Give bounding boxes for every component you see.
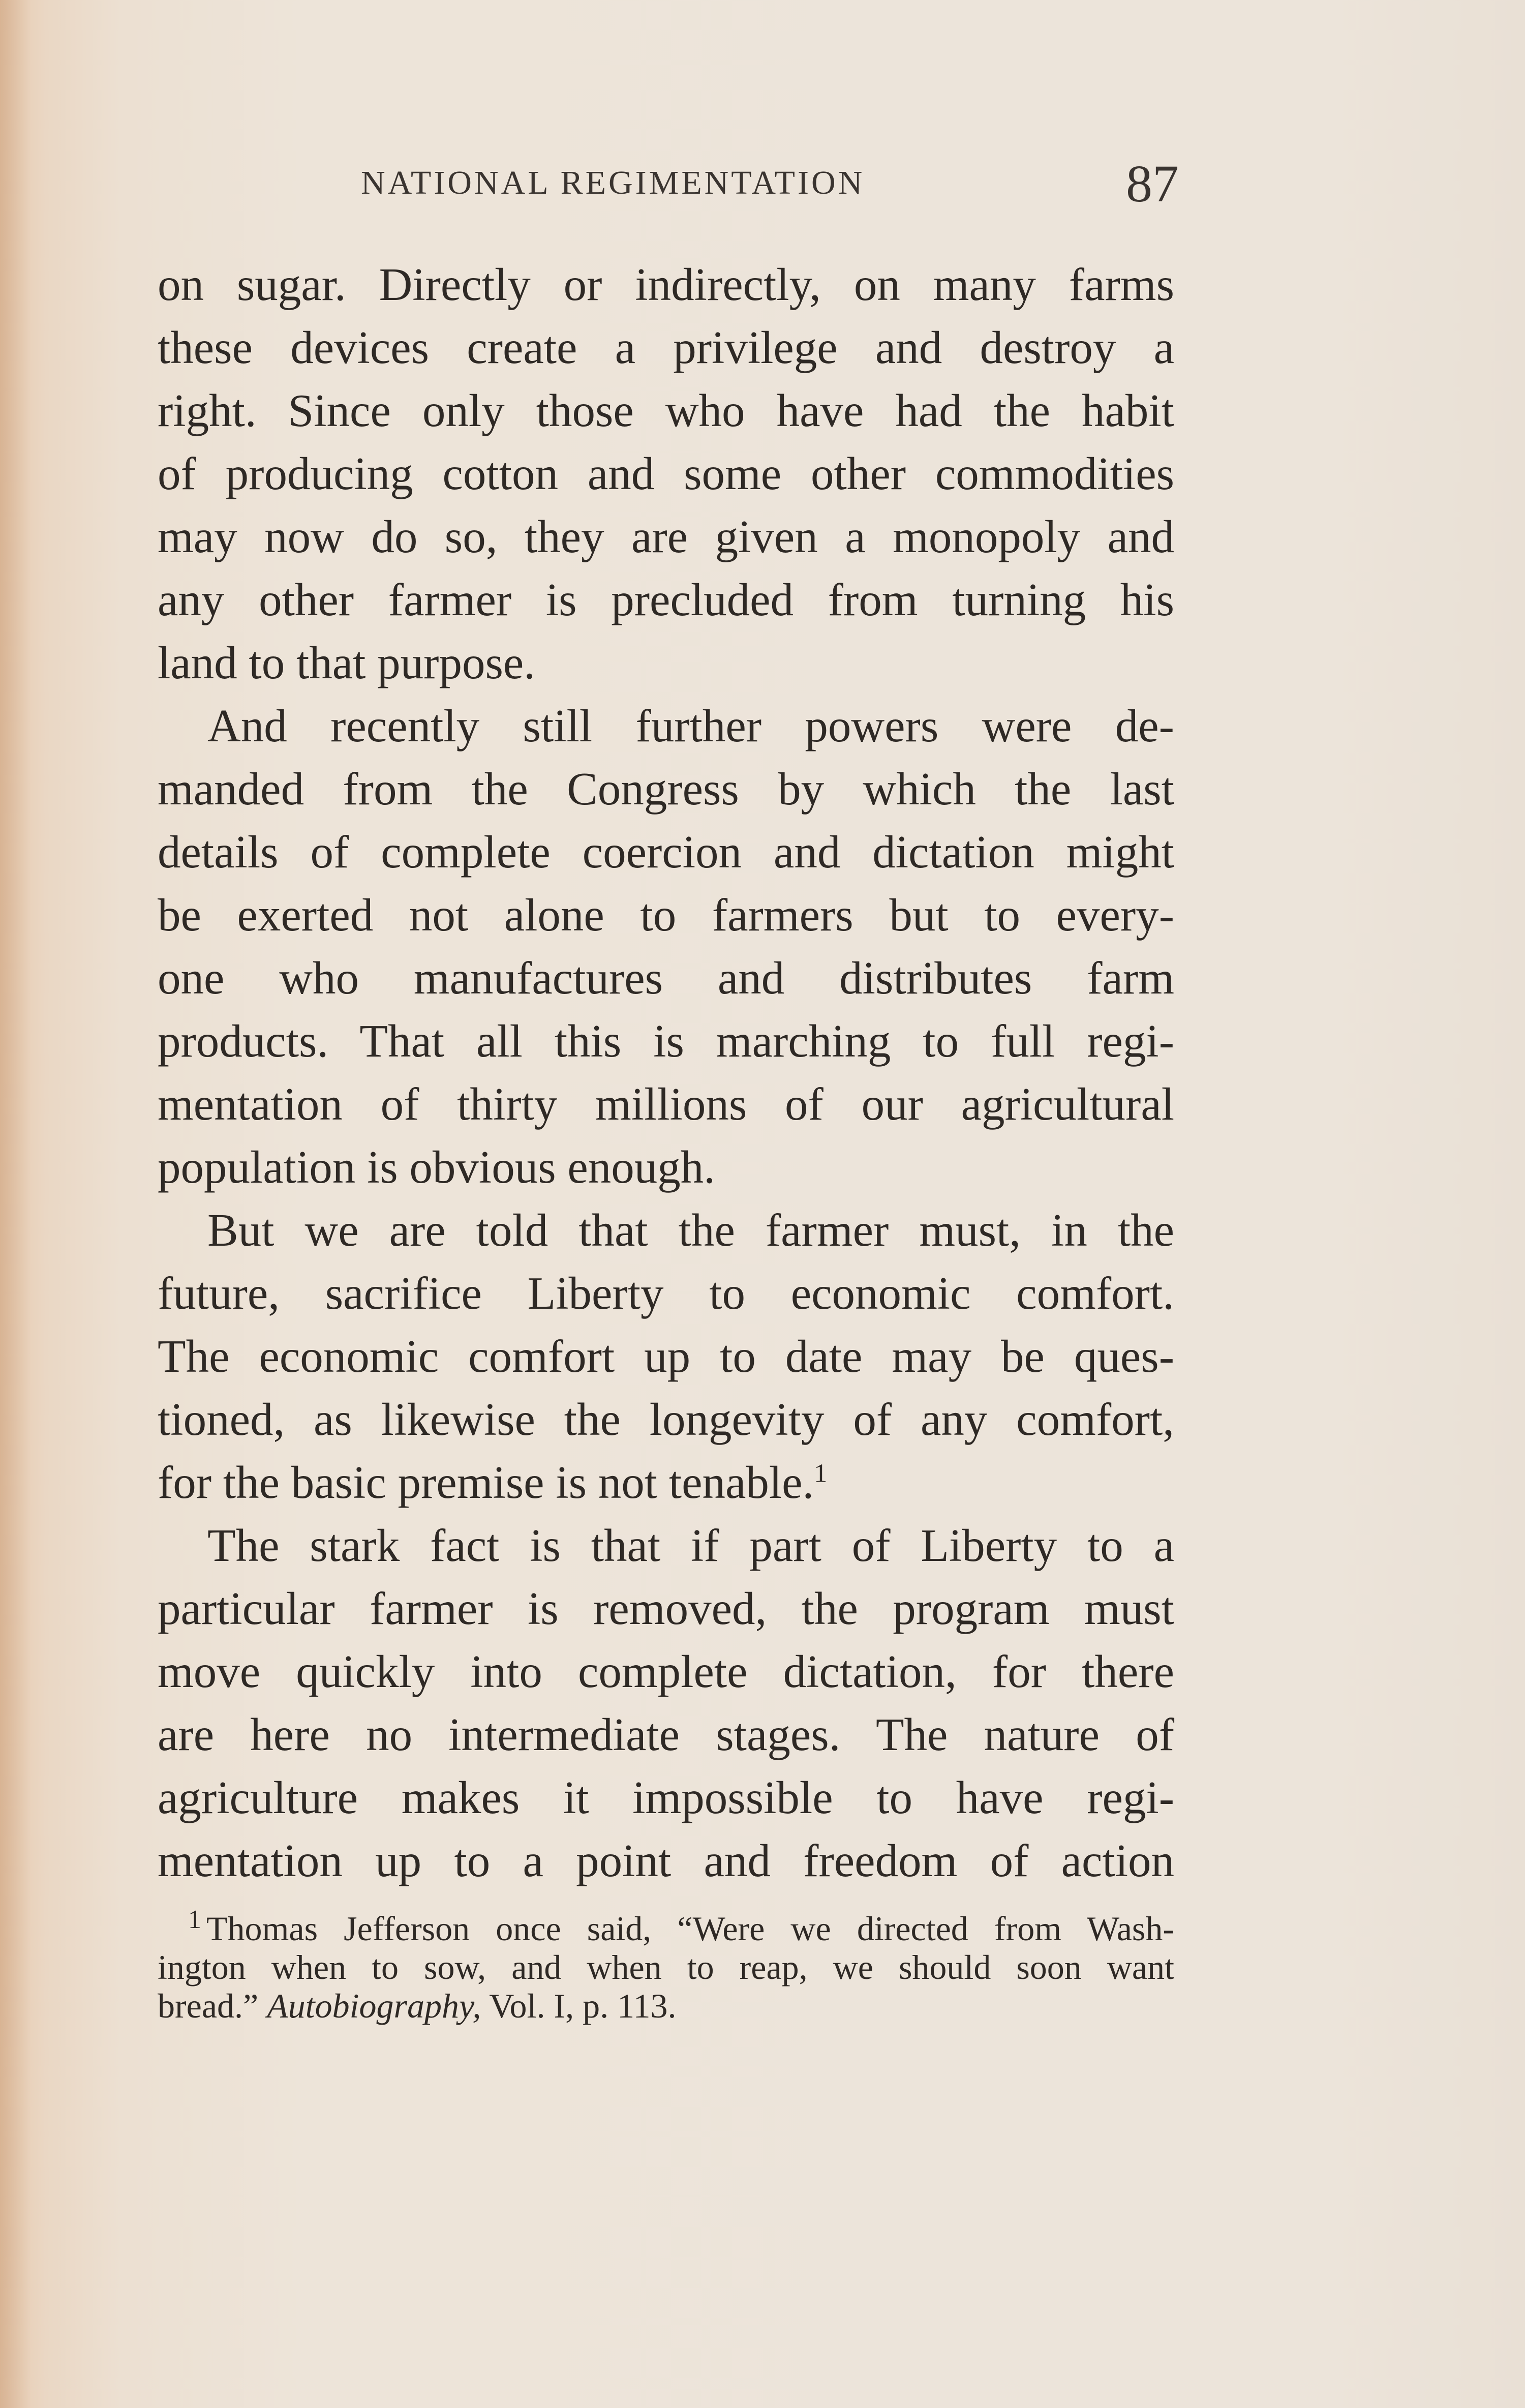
spine-shadow — [0, 0, 30, 2408]
text-line: land to that purpose. — [158, 637, 536, 688]
text-line: details of complete coercion and dictation might — [158, 826, 1174, 878]
footnote-line: ington when to sow, and when to reap, we should soon want — [158, 1948, 1174, 1986]
footnote-text: bread.” — [158, 1986, 259, 2025]
text-line: And recently still further powers were de- — [207, 700, 1174, 751]
page-number: 87 — [1126, 155, 1179, 213]
text-line: future, sacrifice Liberty to economic comfort. — [158, 1268, 1174, 1319]
text-line: particular farmer is removed, the program must — [158, 1583, 1174, 1634]
text-line: one who manufactures and distributes farm — [158, 952, 1174, 1004]
text-line: population is obvious enough. — [158, 1141, 716, 1193]
page-header — [158, 155, 1179, 230]
footnote-number: 1 — [188, 1905, 201, 1935]
text-line: tioned, as likewise the longevity of any comfort, — [158, 1394, 1174, 1445]
text-line: are here no intermediate stages. The nature of — [158, 1709, 1174, 1760]
footnote-text: Vol. I, p. 113. — [489, 1986, 677, 2025]
footnote — [158, 1905, 1174, 2025]
running-head: NATIONAL REGIMENTATION — [361, 164, 865, 201]
footnote-citation-title: Autobiography, — [267, 1986, 481, 2025]
text-line: may now do so, they are given a monopoly and — [158, 511, 1174, 562]
text-line: The stark fact is that if part of Liberty to a — [207, 1520, 1174, 1571]
footnote-reference[interactable]: 1 — [814, 1459, 828, 1488]
text-line: products. That all this is marching to full regi- — [158, 1015, 1174, 1067]
text-line: The economic comfort up to date may be ques- — [158, 1331, 1174, 1382]
text-line: of producing cotton and some other commodities — [158, 448, 1174, 499]
text-line: for the basic premise is not tenable. — [158, 1457, 814, 1508]
text-line-with-footnote — [158, 1451, 1174, 1514]
paragraph-1 — [158, 253, 1174, 695]
text-line: on sugar. Directly or indirectly, on many farms — [158, 259, 1174, 310]
paragraph-3 — [158, 1199, 1174, 1514]
text-line: manded from the Congress by which the last — [158, 763, 1174, 815]
text-line: mentation up to a point and freedom of action — [158, 1835, 1174, 1886]
paragraph-2 — [158, 695, 1174, 1199]
text-line: any other farmer is precluded from turning his — [158, 574, 1174, 625]
text-line: mentation of thirty millions of our agricultural — [158, 1078, 1174, 1130]
text-line: But we are told that the farmer must, in the — [207, 1205, 1174, 1256]
text-line: right. Since only those who have had the habit — [158, 385, 1174, 436]
footnote-line — [158, 1986, 1174, 2025]
text-line: be exerted not alone to farmers but to every- — [158, 889, 1174, 941]
text-line: move quickly into complete dictation, for there — [158, 1646, 1174, 1697]
body-text — [158, 253, 1174, 1892]
text-line: agriculture makes it impossible to have regi- — [158, 1772, 1174, 1823]
footnote-line — [158, 1905, 1174, 1948]
footnote-text: Thomas Jefferson once said, “Were we directed from Wash- — [206, 1909, 1174, 1948]
paragraph-4 — [158, 1514, 1174, 1892]
text-line: these devices create a privilege and destroy a — [158, 322, 1174, 373]
